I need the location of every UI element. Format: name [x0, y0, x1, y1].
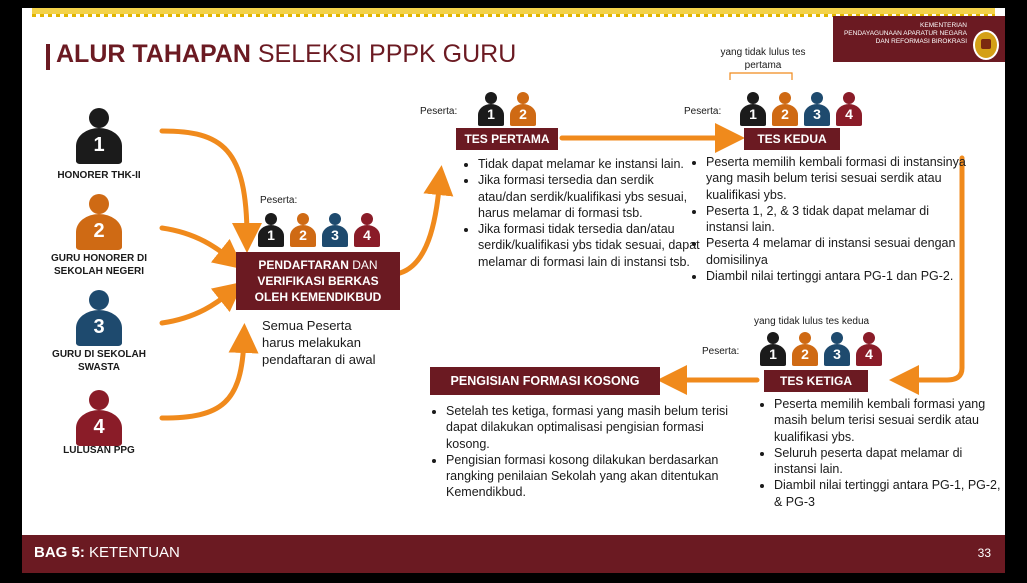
arrow-to-tes-pertama: [400, 180, 440, 273]
category-label-2: GURU HONORER DI SEKOLAH NEGERI: [50, 253, 148, 277]
slide: [22, 8, 1005, 573]
tes-ketiga-note: yang tidak lulus tes kedua: [754, 316, 870, 327]
pengisian-bullets: [432, 403, 746, 501]
pendaftaran-line3: OLEH KEMENDIKBUD: [254, 290, 382, 305]
ministry-line-3: DAN REFORMASI BIROKRASI: [875, 38, 967, 46]
tes-ketiga-num-1: 1: [769, 346, 777, 362]
pendaftaran-line1-bold: PENDAFTARAN: [258, 258, 349, 272]
category-label-4: LULUSAN PPG: [63, 445, 135, 456]
tes-kedua-person-icon-4: [836, 92, 862, 126]
title-light: SELEKSI PPPK GURU: [257, 40, 517, 68]
tes-pertama-peserta-label: Peserta:: [420, 106, 458, 117]
tes-ketiga-bullet-2: • Seluruh peserta dapat melamar di instansi lain.: [774, 445, 1005, 478]
tes-kedua-bullet-3: • Peserta 4 melamar di instansi sesuai dengan domisilinya: [706, 235, 974, 268]
tes-ketiga-bullets: [760, 396, 1005, 510]
pendaftaran-box: [236, 252, 400, 310]
pendaftaran-num-4: 4: [363, 227, 371, 243]
tes-kedua-person-icon-1: [740, 92, 766, 126]
category-num-1: 1: [93, 134, 105, 156]
category-label-1: HONORER THK-II: [57, 170, 141, 181]
tes-ketiga-num-3: 3: [833, 346, 841, 362]
tes-pertama-box: TES PERTAMA: [456, 128, 558, 150]
tes-ketiga-person-icon-4: [856, 332, 882, 366]
pendaftaran-text: Semua Peserta harus melakukan pendaftaran di awal: [262, 318, 376, 367]
footer-bag-light: KETENTUAN: [89, 544, 180, 561]
tes-pertama-bullets: [464, 156, 700, 270]
tes-ketiga-box: TES KETIGA: [764, 370, 868, 392]
pendaftaran-person-icon-1: [258, 213, 284, 247]
tes-kedua-bullet-2: • Peserta 1, 2, & 3 tidak dapat melamar di instansi lain.: [706, 203, 974, 236]
tes-pertama-person-icon-2: [510, 92, 536, 126]
pendaftaran-num-1: 1: [267, 227, 275, 243]
tes-kedua-bullets: [692, 154, 974, 284]
category-person-icon-4: [76, 390, 122, 446]
category-person-icon-3: [76, 290, 122, 346]
tes-kedua-peserta-label: Peserta:: [684, 106, 722, 117]
tes-pertama-bullet-3: • Jika formasi tidak tersedia dan/atau serdik/kualifikasi ybs tidak sesuai, dapat melamar di formasi lain di instansi tsb.: [478, 221, 700, 270]
pendaftaran-line2: VERIFIKASI BERKAS: [257, 274, 379, 289]
pendaftaran-person-icon-2: [290, 213, 316, 247]
pendaftaran-num-3: 3: [331, 227, 339, 243]
tes-kedua-num-3: 3: [813, 106, 821, 122]
pengisian-bullet-2: • Pengisian formasi kosong dilakukan berdasarkan rangking penilaian Sekolah yang akan ditentukan Kemendikbud.: [446, 452, 746, 501]
tes-pertama-bullet-1: • Tidak dapat melamar ke instansi lain.: [478, 156, 700, 172]
tes-ketiga-person-icon-3: [824, 332, 850, 366]
ministry-line-2: PENDAYAGUNAAN APARATUR NEGARA: [843, 30, 967, 38]
arrow-cat4: [162, 338, 244, 418]
category-num-4: 4: [93, 416, 105, 438]
tes-ketiga-bullet-3: • Diambil nilai tertinggi antara PG-1, PG-2, & PG-3: [774, 477, 1005, 510]
footer-bar: [22, 535, 1005, 573]
pendaftaran-person-icon-4: [354, 213, 380, 247]
tes-kedua-num-1: 1: [749, 106, 757, 122]
tes-ketiga-num-2: 2: [801, 346, 809, 362]
footer-bag-bold: BAG 5:: [34, 544, 85, 561]
pengisian-box: PENGISIAN FORMASI KOSONG: [430, 367, 660, 395]
pendaftaran-person-icon-3: [322, 213, 348, 247]
arrow-cat2: [162, 228, 232, 260]
tes-kedua-bullet-4: • Diambil nilai tertinggi antara PG-1 dan PG-2.: [706, 268, 974, 284]
tes-kedua-box: TES KEDUA: [744, 128, 840, 150]
tes-pertama-bullet-2: • Jika formasi tersedia dan serdik atau/dan serdik/kualifikasi ybs sesuai, harus melamar di formasi tsb.: [478, 172, 700, 221]
category-person-icon-2: [76, 194, 122, 250]
title-bold: ALUR TAHAPAN: [56, 40, 251, 68]
tes-ketiga-person-icon-2: [792, 332, 818, 366]
tes-kedua-person-icon-2: [772, 92, 798, 126]
tes-kedua-num-2: 2: [781, 106, 789, 122]
pengisian-bullet-1: • Setelah tes ketiga, formasi yang masih belum terisi dapat dilakukan optimalisasi pengisian formasi kosong.: [446, 403, 746, 452]
page-number: 33: [977, 546, 991, 560]
tes-kedua-bracket: [730, 73, 792, 80]
tes-kedua-bullet-1: • Peserta memilih kembali formasi di instansinya yang masih belum terisi sesuai serdik atau kualifikasi ybs.: [706, 154, 974, 203]
tes-kedua-person-icon-3: [804, 92, 830, 126]
pendaftaran-peserta-label: Peserta:: [260, 195, 298, 206]
pendaftaran-num-2: 2: [299, 227, 307, 243]
tes-pertama-num-2: 2: [519, 106, 527, 122]
arrow-cat3: [162, 291, 232, 323]
category-num-3: 3: [93, 316, 105, 338]
tes-ketiga-peserta-label: Peserta:: [702, 346, 740, 357]
arrow-cat1: [162, 131, 247, 238]
tes-ketiga-num-4: 4: [865, 346, 873, 362]
category-person-icon-1: [76, 108, 122, 164]
category-label-3: GURU DI SEKOLAH SWASTA: [52, 349, 146, 373]
footer-section: [34, 544, 180, 561]
ministry-line-1: KEMENTERIAN: [920, 22, 967, 29]
pendaftaran-line1-light: DAN: [352, 258, 378, 272]
tes-kedua-note: yang tidak lulus tes pertama: [720, 47, 806, 71]
tes-pertama-num-1: 1: [487, 106, 495, 122]
tes-kedua-num-4: 4: [845, 106, 853, 122]
tes-pertama-person-icon-1: [478, 92, 504, 126]
category-num-2: 2: [93, 220, 105, 242]
tes-ketiga-bullet-1: • Peserta memilih kembali formasi yang masih belum terisi sesuai serdik atau kualifikasi ybs.: [774, 396, 1005, 445]
tes-ketiga-person-icon-1: [760, 332, 786, 366]
